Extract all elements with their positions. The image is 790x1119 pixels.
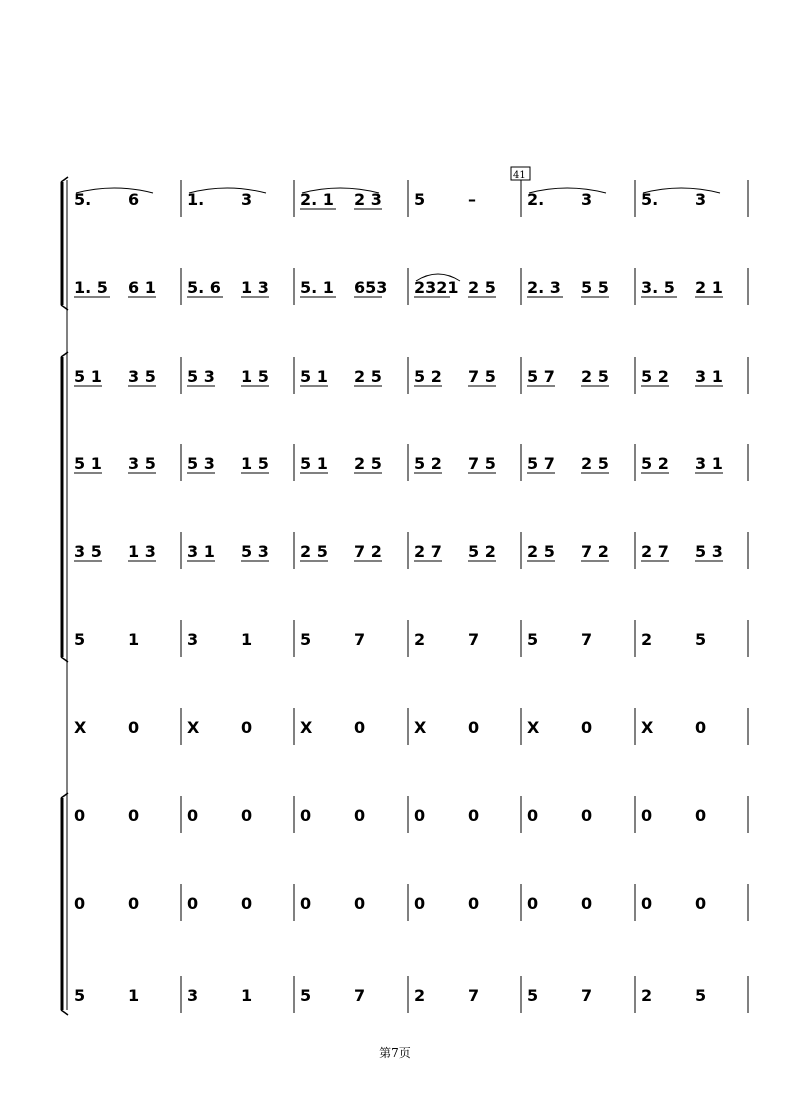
- note: 3 1: [695, 454, 723, 473]
- note: 2321: [414, 278, 459, 297]
- note: 5: [414, 190, 426, 209]
- note: 6: [128, 190, 140, 209]
- group3-bracket-bottom: [61, 1010, 68, 1015]
- note: 0: [468, 894, 480, 913]
- note: 7: [581, 630, 593, 649]
- note: 3 1: [695, 367, 723, 386]
- page-number: 第7页: [379, 1046, 411, 1060]
- note: 1 5: [241, 367, 269, 386]
- note: 2: [414, 986, 426, 1005]
- note: X: [641, 718, 654, 737]
- note: 0: [354, 894, 366, 913]
- note: 5 5: [581, 278, 609, 297]
- note: 3 5: [74, 542, 102, 561]
- note: 3: [187, 630, 199, 649]
- note: 5: [300, 630, 312, 649]
- note: 3: [187, 986, 199, 1005]
- note: 2: [641, 986, 653, 1005]
- note: 0: [527, 806, 539, 825]
- note: 3 5: [128, 454, 156, 473]
- note: 1 5: [241, 454, 269, 473]
- note: 5: [300, 986, 312, 1005]
- note: 0: [241, 806, 253, 825]
- note: 2 5: [354, 367, 382, 386]
- note: 3 1: [187, 542, 215, 561]
- note: 3. 5: [641, 278, 675, 297]
- note: 3 5: [128, 367, 156, 386]
- note: 2 5: [300, 542, 328, 561]
- note: 2. 3: [527, 278, 561, 297]
- note: 1.: [187, 190, 205, 209]
- note: 0: [468, 718, 480, 737]
- note: 5 1: [74, 367, 102, 386]
- note: 7: [354, 986, 366, 1005]
- note: 7: [354, 630, 366, 649]
- note: –: [468, 190, 476, 209]
- note: 2 5: [581, 454, 609, 473]
- note: 1. 5: [74, 278, 108, 297]
- note: 5 3: [695, 542, 723, 561]
- note: 2 1: [695, 278, 723, 297]
- note: 0: [187, 806, 199, 825]
- note: 0: [641, 894, 653, 913]
- note: 2. 1: [300, 190, 334, 209]
- note: X: [300, 718, 313, 737]
- note: 5: [695, 986, 707, 1005]
- note: 2: [414, 630, 426, 649]
- note: 5: [695, 630, 707, 649]
- note: 5: [527, 986, 539, 1005]
- note: 5. 6: [187, 278, 221, 297]
- note: 5 1: [300, 367, 328, 386]
- note: 0: [581, 894, 593, 913]
- note: 1: [128, 630, 140, 649]
- note: 5 7: [527, 454, 555, 473]
- note: 0: [241, 894, 253, 913]
- note: 0: [74, 894, 86, 913]
- note: 5: [74, 630, 86, 649]
- note: 2: [641, 630, 653, 649]
- note: 0: [300, 894, 312, 913]
- note: 5 2: [468, 542, 496, 561]
- note: 5 3: [187, 367, 215, 386]
- note: 0: [414, 894, 426, 913]
- note: 5.: [74, 190, 92, 209]
- note: 5 3: [241, 542, 269, 561]
- note: 0: [128, 894, 140, 913]
- note: 7 2: [354, 542, 382, 561]
- note: 2 5: [354, 454, 382, 473]
- note: 3: [695, 190, 707, 209]
- note: X: [187, 718, 200, 737]
- note: X: [74, 718, 87, 737]
- note: 6 1: [128, 278, 156, 297]
- note: 0: [468, 806, 480, 825]
- note: 1: [128, 986, 140, 1005]
- note: 5: [527, 630, 539, 649]
- note: 2.: [527, 190, 545, 209]
- note: 5 3: [187, 454, 215, 473]
- note: 2 3: [354, 190, 382, 209]
- note: 3: [581, 190, 593, 209]
- note: 5 2: [414, 367, 442, 386]
- note: 1 3: [241, 278, 269, 297]
- note: 2 7: [414, 542, 442, 561]
- note: 0: [241, 718, 253, 737]
- note: 0: [187, 894, 199, 913]
- note: 7: [581, 986, 593, 1005]
- note: 7 2: [581, 542, 609, 561]
- note: 0: [581, 806, 593, 825]
- note: 7: [468, 986, 480, 1005]
- note: 7 5: [468, 454, 496, 473]
- note: 5. 1: [300, 278, 334, 297]
- note: 0: [414, 806, 426, 825]
- note: 2 5: [527, 542, 555, 561]
- note: 0: [128, 806, 140, 825]
- note: 1: [241, 986, 253, 1005]
- note: 7: [468, 630, 480, 649]
- note: 0: [354, 806, 366, 825]
- note: 0: [695, 718, 707, 737]
- note: 5.: [641, 190, 659, 209]
- note: 0: [695, 894, 707, 913]
- note: 5 2: [641, 454, 669, 473]
- note: 7 5: [468, 367, 496, 386]
- note: 0: [581, 718, 593, 737]
- note: 2 7: [641, 542, 669, 561]
- note: 2 5: [468, 278, 496, 297]
- rehearsal-mark: 41: [513, 170, 526, 181]
- note: 0: [300, 806, 312, 825]
- note: X: [414, 718, 427, 737]
- note: X: [527, 718, 540, 737]
- note: 0: [128, 718, 140, 737]
- note: 653: [354, 278, 388, 297]
- note: 0: [695, 806, 707, 825]
- note: 5 1: [74, 454, 102, 473]
- note: 1: [241, 630, 253, 649]
- note: 5 2: [641, 367, 669, 386]
- note: 5 1: [300, 454, 328, 473]
- note: 1 3: [128, 542, 156, 561]
- note: 0: [354, 718, 366, 737]
- note: 3: [241, 190, 253, 209]
- note: 5 2: [414, 454, 442, 473]
- note: 0: [74, 806, 86, 825]
- note: 2 5: [581, 367, 609, 386]
- note: 0: [641, 806, 653, 825]
- note: 5: [74, 986, 86, 1005]
- note: 5 7: [527, 367, 555, 386]
- note: 0: [527, 894, 539, 913]
